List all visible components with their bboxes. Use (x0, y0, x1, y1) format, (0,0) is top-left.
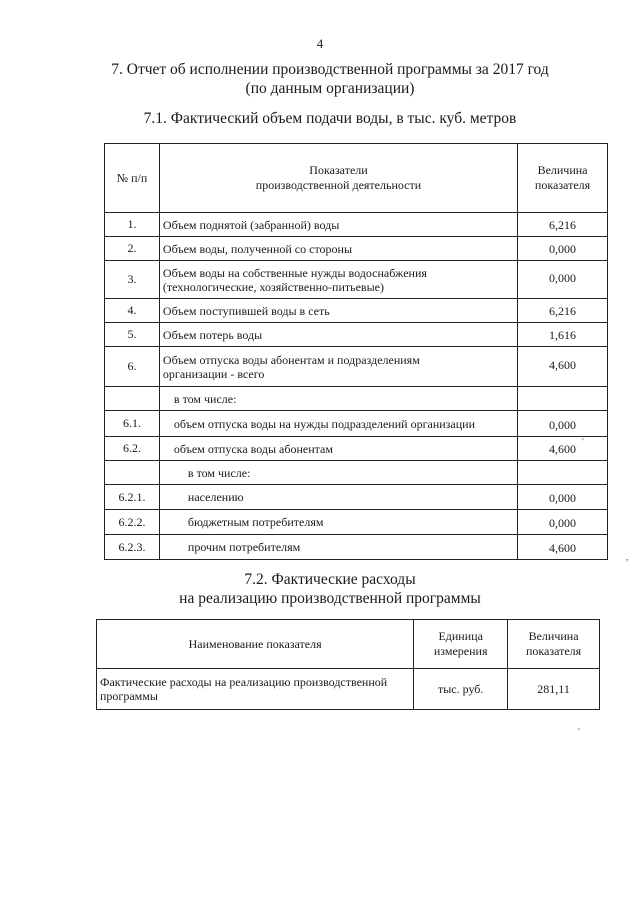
page-number: 4 (316, 36, 324, 51)
table-header-row (105, 144, 608, 213)
row-num: 3. (105, 261, 160, 299)
table-row (105, 510, 608, 535)
section-title-line1: 7. Отчет об исполнении производственной программы за 2017 год (111, 61, 549, 78)
row-label-line2: программы (100, 689, 158, 703)
row-value (518, 387, 608, 411)
header-value (518, 144, 608, 213)
row-value: 281,11 (508, 669, 600, 710)
table-row (105, 485, 608, 510)
row-value: 4,600 (518, 535, 608, 560)
row-value: 0,000 (518, 237, 608, 261)
header-unit (414, 620, 508, 669)
row-num: 6.2.3. (105, 535, 160, 560)
row-num (105, 387, 160, 411)
row-value: 6,216 (518, 213, 608, 237)
row-label (97, 669, 414, 710)
header-indicator-line2: производственной деятельности (255, 178, 422, 192)
header-indicator (159, 144, 517, 213)
row-num: 4. (105, 299, 160, 323)
table-row (105, 347, 608, 387)
row-value: 0,000 (518, 510, 608, 535)
row-label: Объем потерь воды (159, 323, 517, 347)
row-label-line1: Объем отпуска воды абонентам и подразделениям (162, 352, 420, 367)
table-row (97, 669, 600, 710)
header-value-line2: показателя (525, 644, 582, 658)
table-row (105, 323, 608, 347)
row-value (518, 461, 608, 485)
row-num (105, 461, 160, 485)
row-num: 6.2.2. (105, 510, 160, 535)
row-value: 0,000 (518, 485, 608, 510)
table-row (105, 299, 608, 323)
header-value-line2: показателя (534, 178, 591, 192)
row-label: Объем воды, полученной со стороны (159, 237, 517, 261)
scan-speck: , (626, 552, 629, 563)
subsection-title: 7.1. Фактический объем подачи воды, в тыс. куб. метров (143, 110, 517, 127)
table-row (105, 237, 608, 261)
row-label: населению (159, 485, 517, 510)
row-label-line1: Фактические расходы на реализацию производственной (100, 675, 388, 689)
row-label-line1: Объем воды на собственные нужды водоснабжения (162, 265, 427, 280)
header-unit-line2: измерения (433, 644, 488, 658)
row-value: 0,000 (518, 261, 608, 299)
row-num: 2. (105, 237, 160, 261)
section-title (100, 60, 560, 98)
header-value-line1: Величина (528, 629, 579, 643)
expenses-title-line2: на реализацию производственной программы (179, 590, 481, 607)
header-value-line1: Величина (537, 163, 588, 177)
table-row (105, 387, 608, 411)
header-value (508, 620, 600, 669)
row-label-line2: организации - всего (162, 366, 265, 381)
table-header-row (97, 620, 600, 669)
table-row (105, 437, 608, 461)
header-unit-line1: Единица (438, 629, 483, 643)
row-label: объем отпуска воды на нужды подразделений организации (159, 411, 517, 437)
row-label: объем отпуска воды абонентам (159, 437, 517, 461)
row-label (159, 261, 517, 299)
row-label: прочим потребителям (159, 535, 517, 560)
row-num: 1. (105, 213, 160, 237)
row-label: Объем поднятой (забранной) воды (159, 213, 517, 237)
row-label: Объем поступившей воды в сеть (159, 299, 517, 323)
header-indicator-line1: Показатели (309, 163, 368, 177)
row-value: 6,216 (518, 299, 608, 323)
row-label (159, 347, 517, 387)
scan-speck: ' (578, 727, 580, 738)
row-num: 5. (105, 323, 160, 347)
row-num: 6.2.1. (105, 485, 160, 510)
row-label: бюджетным потребителям (159, 510, 517, 535)
row-num: 6.2. (105, 437, 160, 461)
table-row (105, 461, 608, 485)
table-row (105, 213, 608, 237)
expenses-table (96, 619, 600, 710)
row-value: 4,600 (518, 347, 608, 387)
row-value: 0,000 (518, 411, 608, 437)
expenses-title-line1: 7.2. Фактические расходы (244, 571, 416, 588)
header-num: № п/п (105, 144, 160, 213)
table-row (105, 261, 608, 299)
section-title-line2: (по данным организации) (245, 80, 415, 97)
row-num: 6. (105, 347, 160, 387)
table-row (105, 535, 608, 560)
row-value: 4,600 (518, 437, 608, 461)
row-unit: тыс. руб. (414, 669, 508, 710)
row-label-line2: (технологические, хозяйственно-питьевые) (162, 279, 384, 294)
scan-speck: ' (582, 437, 584, 448)
water-volume-table (104, 143, 608, 560)
header-name: Наименование показателя (97, 620, 414, 669)
row-value: 1,616 (518, 323, 608, 347)
row-label: в том числе: (159, 461, 517, 485)
row-num: 6.1. (105, 411, 160, 437)
table-row (105, 411, 608, 437)
expenses-section-title (150, 570, 510, 608)
row-label: в том числе: (159, 387, 517, 411)
